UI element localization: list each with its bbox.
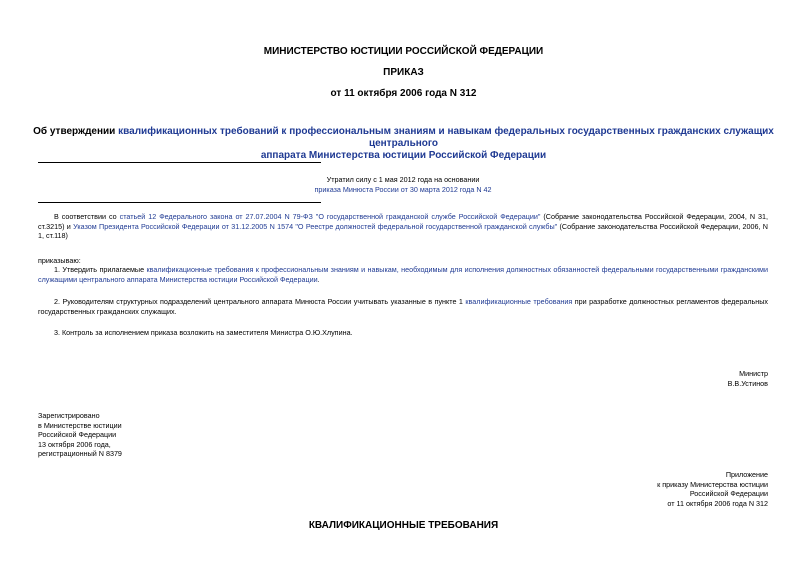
registration-line: регистрационный N 8379 [38, 449, 122, 459]
registration-line: 13 октября 2006 года, [38, 439, 111, 449]
item-1 [38, 265, 768, 284]
preamble-text: В соответствии со [54, 212, 120, 221]
document-title [30, 126, 777, 162]
signature-position: Министр [739, 369, 768, 378]
law-link[interactable]: статьей 12 Федерального закона от 27.07.2004 N 79-ФЗ "О государственной гражданской службе Российской Федерации" [119, 212, 541, 221]
registration-line: в Министерстве юстиции [38, 420, 122, 430]
order-word: приказываю: [38, 256, 81, 265]
item-2 [38, 297, 768, 316]
appendix-block [657, 470, 768, 508]
title-prefix: Об утверждении [33, 126, 119, 137]
title-link[interactable]: квалификационных требований к профессиональным знаниям и навыкам федеральных государственных гражданских служащих центрального [118, 126, 774, 149]
ministry-heading: МИНИСТЕРСТВО ЮСТИЦИИ РОССИЙСКОЙ ФЕДЕРАЦИИ [263, 46, 544, 57]
divider [38, 202, 321, 203]
appendix-title: КВАЛИФИКАЦИОННЫЕ ТРЕБОВАНИЯ [308, 520, 499, 531]
preamble-text: (Собрание законодательства Российской Федерации, 2006, N 1, ст.118) [38, 221, 769, 241]
item-text: при разработке должностных регламентов федеральных государственных гражданских служащих. [38, 297, 768, 316]
item-text: 2. Руководителям структурных подразделений центрального аппарата Минюста России учитывать указанные в пункте 1 [54, 297, 466, 306]
signature-name: В.В.Устинов [727, 378, 768, 388]
appendix-line: Российской Федерации [689, 489, 768, 499]
requirements-link[interactable]: квалификационные требования [465, 297, 573, 306]
item-text: 1. Утвердить прилагаемые [54, 265, 147, 274]
doc-date-number: от 11 октября 2006 года N 312 [330, 88, 477, 99]
requirements-link[interactable]: квалификационные требования к профессиональным знаниям и навыкам, необходимым для исполнения должностных обязанностей федеральными государственными гражданскими служащими центрального аппарата Министерства юстиции Российской Федерации [38, 265, 768, 284]
decree-link[interactable]: Указом Президента Российской Федерации от 31.12.2005 N 1574 "О Реестре должностей федеральной государственной гражданской службы" [73, 221, 558, 231]
status-line: Утратил силу с 1 мая 2012 года на основании [326, 175, 480, 184]
doc-type-heading: ПРИКАЗ [383, 67, 424, 78]
divider [38, 162, 321, 163]
registration-line: Российской Федерации [38, 430, 117, 440]
signature-block [728, 369, 768, 388]
registration-block [38, 411, 122, 459]
item-3: 3. Контроль за исполнением приказа возложить на заместителя Министра О.Ю.Хлупина. [54, 328, 353, 337]
preamble-paragraph [38, 212, 768, 241]
preamble-text: (Собрание законодательства Российской Федерации, 2004, N 31, ст.3215) и [38, 212, 769, 231]
title-link-cont[interactable]: аппарата Министерства юстиции Российской Федерации [260, 150, 547, 161]
item-text: . [317, 274, 320, 284]
appendix-line: к приказу Министерства юстиции [657, 479, 768, 489]
status-note [38, 175, 768, 194]
appendix-line: Приложение [725, 470, 768, 479]
status-link[interactable]: приказа Минюста России от 30 марта 2012 года N 42 [314, 184, 492, 194]
registration-line: Зарегистрировано [38, 411, 100, 420]
appendix-line: от 11 октября 2006 года N 312 [667, 498, 768, 508]
